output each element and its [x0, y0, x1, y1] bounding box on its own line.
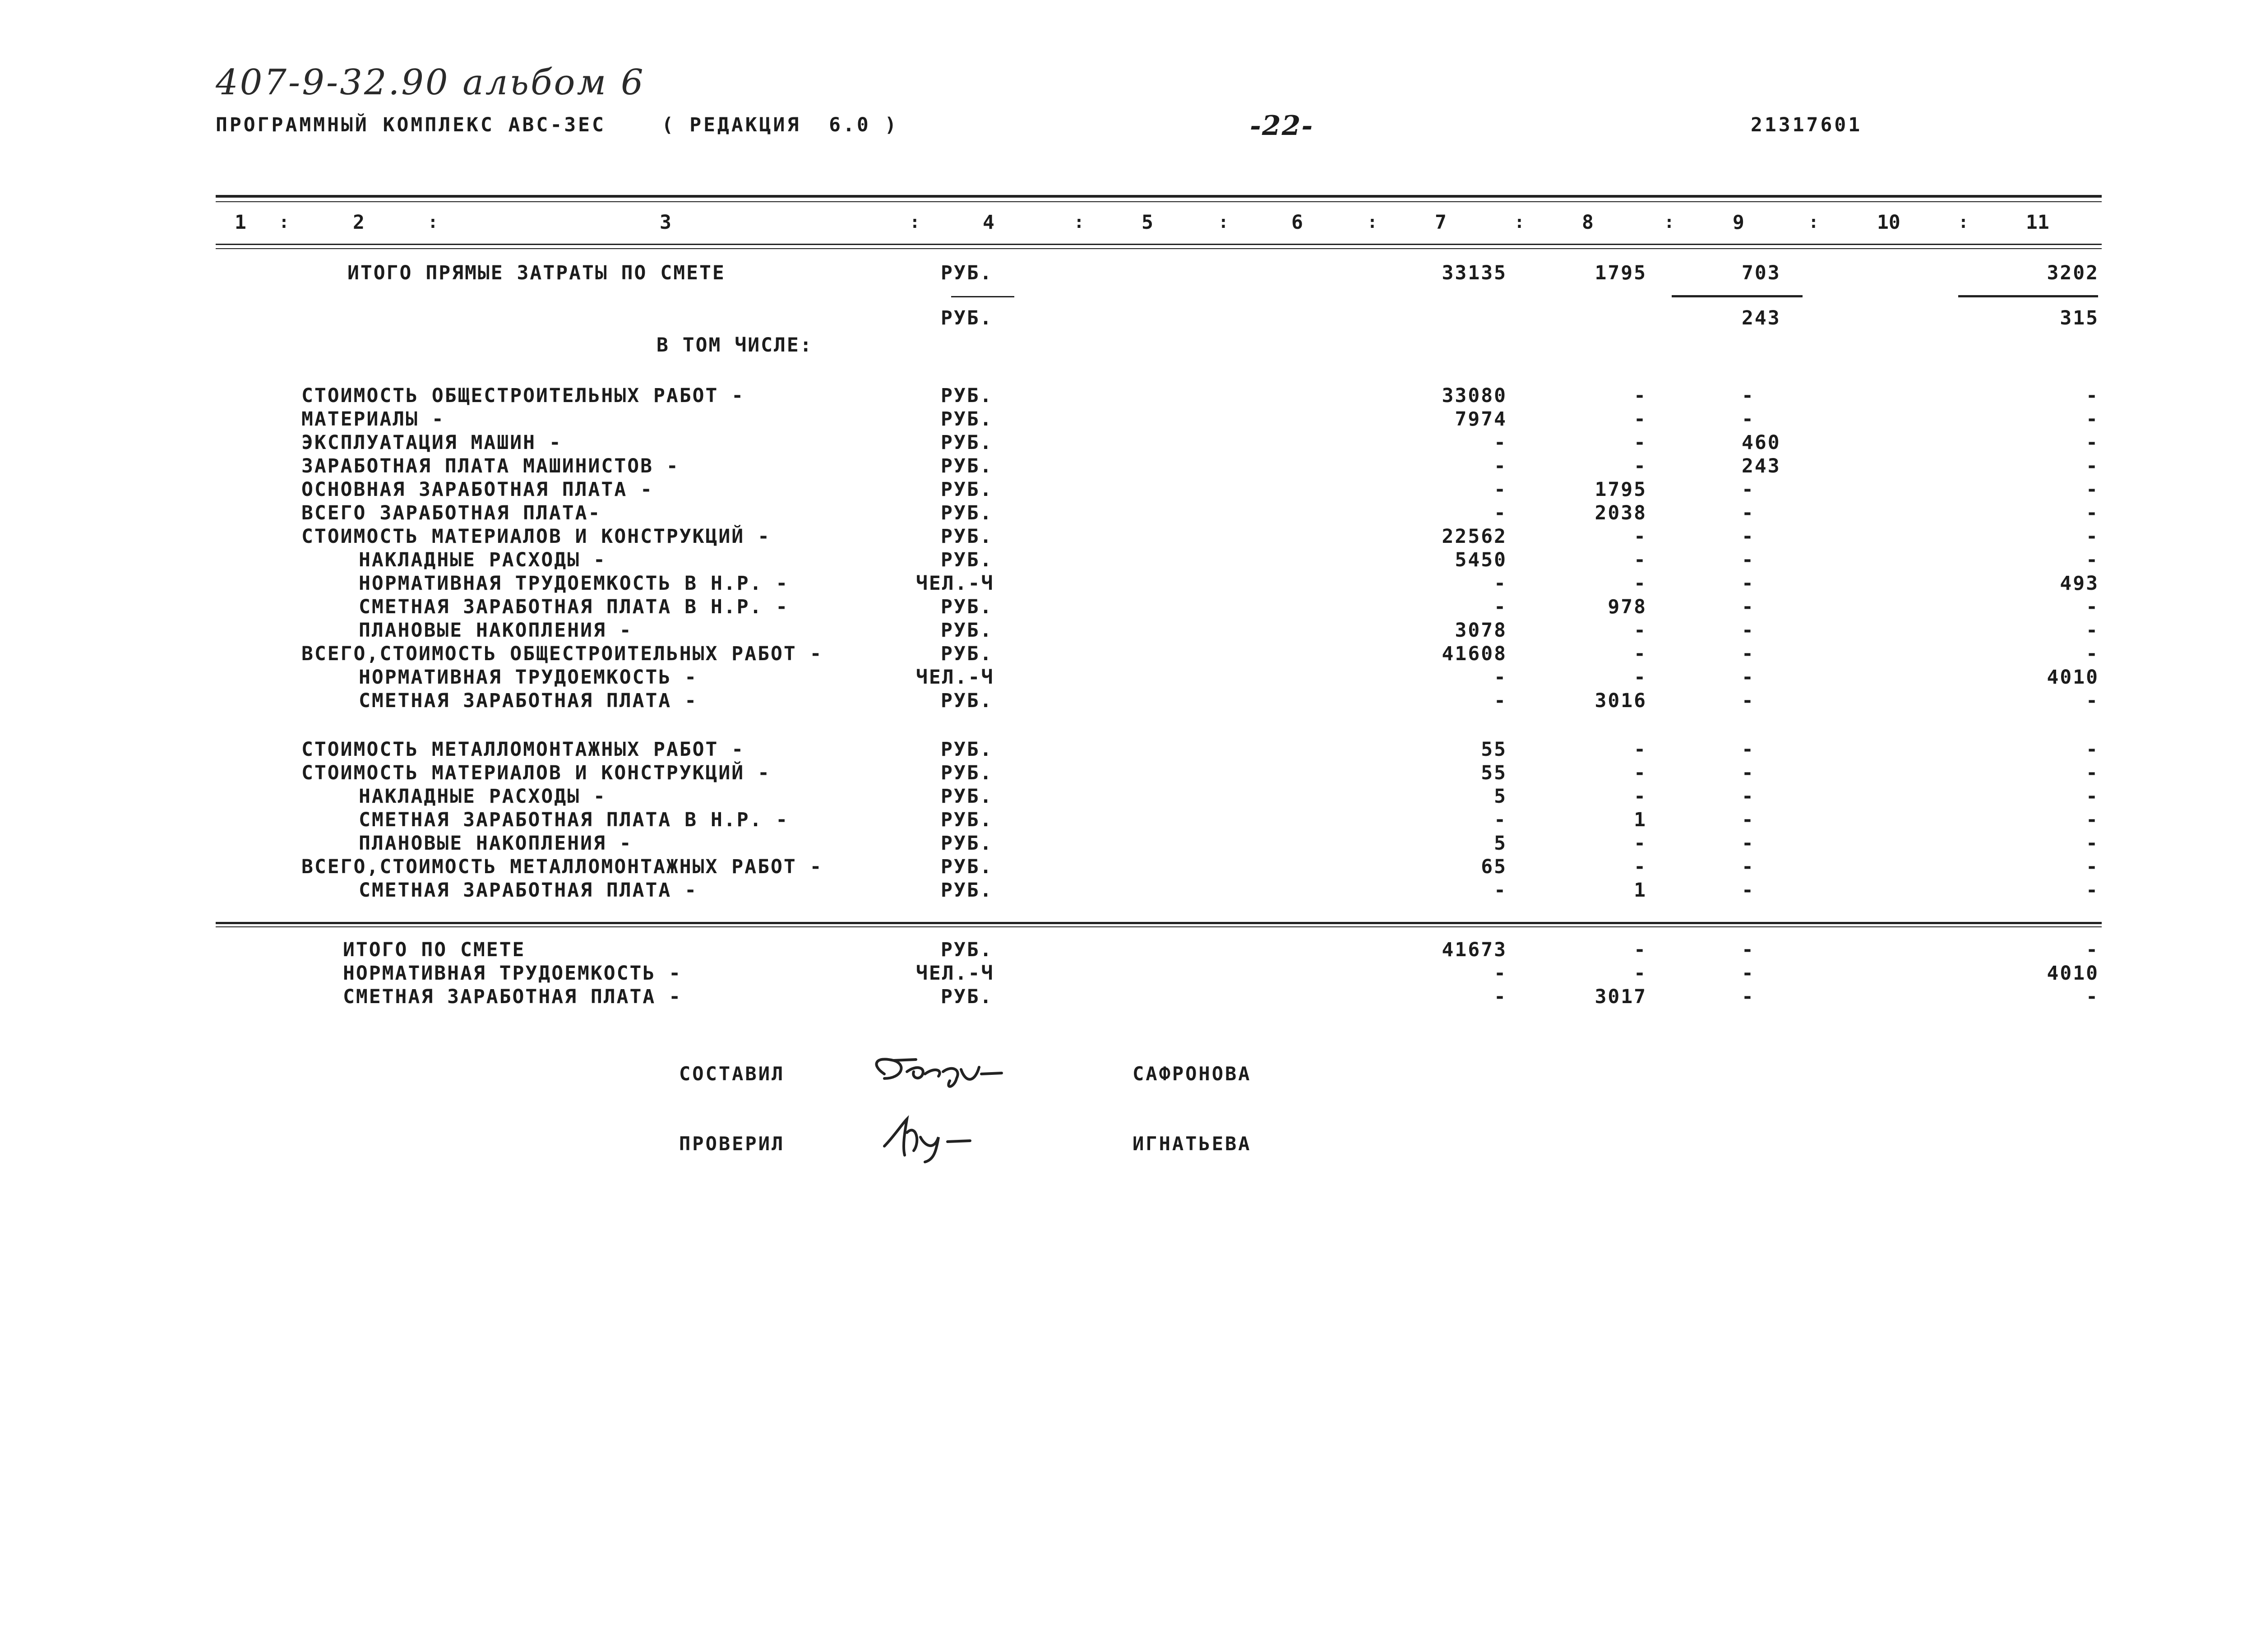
cell-c7: 41673: [1442, 939, 1507, 961]
cell-c7: 41608: [1442, 643, 1507, 665]
cell-c7: 5450: [1455, 549, 1507, 571]
table-row: [0, 525, 2256, 549]
table-row: [0, 879, 2256, 902]
cell-c7: 5: [1494, 832, 1507, 855]
row-label: ПЛАНОВЫЕ НАКОПЛЕНИЯ -: [359, 619, 633, 642]
cell-c11: -: [2086, 785, 2099, 808]
row-label: ЭКСПЛУАТАЦИЯ МАШИН -: [301, 431, 562, 454]
table-row: [0, 738, 2256, 762]
cell-c9: -: [1742, 785, 1755, 808]
row-label: ВСЕГО,СТОИМОСТЬ МЕТАЛЛОМОНТАЖНЫХ РАБОТ -: [301, 856, 823, 878]
table-row: [0, 856, 2256, 879]
cell-c7: 55: [1481, 738, 1507, 761]
row-unit: РУБ.: [941, 549, 993, 571]
program-header: ПРОГРАММНЫЙ КОМПЛЕКС АВС-3ЕС ( РЕДАКЦИЯ 6.0 ): [216, 114, 899, 136]
cell-c8: -: [1634, 762, 1647, 784]
signature-role: ПРОВЕРИЛ: [679, 1133, 785, 1155]
cell-c7: -: [1494, 478, 1507, 501]
column-separator: :: [1664, 212, 1674, 232]
cell-c8: -: [1634, 785, 1647, 808]
cell-c9: -: [1742, 572, 1755, 595]
row-label: НОРМАТИВНАЯ ТРУДОЕМКОСТЬ -: [359, 666, 698, 689]
row-unit: РУБ.: [941, 738, 993, 761]
row-label: НОРМАТИВНАЯ ТРУДОЕМКОСТЬ В Н.Р. -: [359, 572, 789, 595]
cell-c9: -: [1742, 408, 1755, 430]
row-label: НОРМАТИВНАЯ ТРУДОЕМКОСТЬ -: [343, 962, 682, 985]
cell-c11: -: [2086, 408, 2099, 430]
row-label: ЗАРАБОТНАЯ ПЛАТА МАШИНИСТОВ -: [301, 455, 680, 477]
column-separator: :: [279, 212, 289, 232]
cell-c11: -: [2086, 502, 2099, 524]
row-unit: РУБ.: [941, 809, 993, 831]
cell-c8: -: [1634, 619, 1647, 642]
cell-c11: -: [2086, 596, 2099, 618]
column-number: 6: [1291, 211, 1303, 234]
header-bottom-rule: [216, 244, 2102, 245]
cell-c7: 33080: [1442, 384, 1507, 407]
cell-c8: 2038: [1595, 502, 1647, 524]
column-number: 4: [983, 211, 994, 234]
cell-c9: 703: [1742, 262, 1781, 284]
row-label: СТОИМОСТЬ ОБЩЕСТРОИТЕЛЬНЫХ РАБОТ -: [301, 384, 745, 407]
cell-c11: -: [2086, 619, 2099, 642]
column-number: 7: [1435, 211, 1447, 234]
cell-c7: -: [1494, 572, 1507, 595]
cell-c8: -: [1634, 832, 1647, 855]
cell-c11: -: [2086, 549, 2099, 571]
cell-c9: -: [1742, 643, 1755, 665]
row-unit: РУБ.: [941, 478, 993, 501]
table-row: [0, 596, 2256, 619]
cell-c7: -: [1494, 596, 1507, 618]
row-unit: РУБ.: [941, 455, 993, 477]
row-label: ОСНОВНАЯ ЗАРАБОТНАЯ ПЛАТА -: [301, 478, 653, 501]
cell-c9: -: [1742, 502, 1755, 524]
column-separator: :: [1808, 212, 1819, 232]
signature-name: САФРОНОВА: [1133, 1063, 1252, 1085]
page-number: -22-: [1250, 110, 1314, 142]
row-label: СМЕТНАЯ ЗАРАБОТНАЯ ПЛАТА -: [359, 879, 698, 902]
cell-c11: -: [2086, 832, 2099, 855]
table-row: [0, 502, 2256, 525]
table-row: [0, 762, 2256, 785]
cell-c8: 3017: [1595, 986, 1647, 1008]
table-row: [0, 643, 2256, 666]
row-unit: РУБ.: [941, 785, 993, 808]
cell-c11: 4010: [2047, 666, 2099, 689]
cell-c7: 7974: [1455, 408, 1507, 430]
cell-c11: -: [2086, 455, 2099, 477]
row-unit: ЧЕЛ.-Ч: [916, 666, 994, 689]
cell-c8: -: [1634, 408, 1647, 430]
row-unit: РУБ.: [941, 619, 993, 642]
row-unit: РУБ.: [941, 939, 993, 961]
column-separator: :: [1218, 212, 1229, 232]
row-label: НАКЛАДНЫЕ РАСХОДЫ -: [359, 785, 606, 808]
cell-c9: -: [1742, 689, 1755, 712]
table-row: [0, 384, 2256, 408]
column-separator: :: [910, 212, 920, 232]
cell-c11: -: [2086, 856, 2099, 878]
column-number: 3: [660, 211, 671, 234]
cell-c8: 1: [1634, 809, 1647, 831]
row-label: СМЕТНАЯ ЗАРАБОТНАЯ ПЛАТА -: [343, 986, 682, 1008]
subtotal-rule-col11: [1958, 295, 2098, 297]
cell-c11: -: [2086, 384, 2099, 407]
cell-c8: 1: [1634, 879, 1647, 902]
cell-c11: -: [2086, 738, 2099, 761]
cell-c9: -: [1742, 525, 1755, 548]
table-row: [0, 809, 2256, 832]
row-label: СТОИМОСТЬ МЕТАЛЛОМОНТАЖНЫХ РАБОТ -: [301, 738, 745, 761]
cell-c8: -: [1634, 643, 1647, 665]
cell-c9: -: [1742, 962, 1755, 985]
cell-c9: 460: [1742, 431, 1781, 454]
cell-c8: -: [1634, 455, 1647, 477]
row-label: НАКЛАДНЫЕ РАСХОДЫ -: [359, 549, 606, 571]
row-label: СМЕТНАЯ ЗАРАБОТНАЯ ПЛАТА -: [359, 689, 698, 712]
cell-c8: 1795: [1595, 478, 1647, 501]
cell-c8: -: [1634, 856, 1647, 878]
cell-c11: 315: [2060, 307, 2099, 329]
cell-c8: -: [1634, 939, 1647, 961]
table-row: [0, 334, 2256, 357]
cell-c7: -: [1494, 431, 1507, 454]
row-unit: РУБ.: [941, 986, 993, 1008]
cell-c9: 243: [1742, 455, 1781, 477]
table-top-rule: [216, 195, 2102, 198]
handwritten-note: 407-9-32.90 альбом 6: [216, 62, 645, 103]
cell-c8: -: [1634, 431, 1647, 454]
row-label: ИТОГО ПО СМЕТЕ: [343, 939, 526, 961]
row-unit: ЧЕЛ.-Ч: [916, 572, 994, 595]
table-row: [0, 689, 2256, 713]
cell-c9: 243: [1742, 307, 1781, 329]
cell-c11: -: [2086, 478, 2099, 501]
row-unit: РУБ.: [941, 431, 993, 454]
row-label: ИТОГО ПРЯМЫЕ ЗАТРАТЫ ПО СМЕТЕ: [347, 262, 726, 284]
row-label: ВСЕГО ЗАРАБОТНАЯ ПЛАТА-: [301, 502, 601, 524]
table-row: [0, 939, 2256, 962]
cell-c8: 3016: [1595, 689, 1647, 712]
table-row: [0, 549, 2256, 572]
cell-c11: -: [2086, 809, 2099, 831]
row-unit: РУБ.: [941, 689, 993, 712]
row-unit: ЧЕЛ.-Ч: [916, 962, 994, 985]
cell-c8: -: [1634, 738, 1647, 761]
row-unit: РУБ.: [941, 525, 993, 548]
table-row: [0, 666, 2256, 689]
column-separator: :: [1367, 212, 1378, 232]
table-row: [0, 962, 2256, 986]
table-row: [0, 785, 2256, 809]
table-row: [0, 307, 2256, 330]
cell-c11: -: [2086, 939, 2099, 961]
row-label: ВСЕГО,СТОИМОСТЬ ОБЩЕСТРОИТЕЛЬНЫХ РАБОТ -: [301, 643, 823, 665]
grand-total-rule: [216, 922, 2102, 924]
table-row: [0, 832, 2256, 856]
cell-c7: -: [1494, 809, 1507, 831]
subtotal-rule-col9: [1672, 295, 1803, 297]
column-number: 2: [353, 211, 365, 234]
cell-c7: 3078: [1455, 619, 1507, 642]
table-row: [0, 478, 2256, 502]
column-number: 1: [235, 211, 246, 234]
row-label: СТОИМОСТЬ МАТЕРИАЛОВ И КОНСТРУКЦИЙ -: [301, 762, 771, 784]
cell-c7: 33135: [1442, 262, 1507, 284]
cell-c11: 493: [2060, 572, 2099, 595]
cell-c9: -: [1742, 619, 1755, 642]
handwritten-signature-icon: [871, 1115, 1006, 1164]
cell-c9: -: [1742, 809, 1755, 831]
table-row: [0, 455, 2256, 478]
table-row: [0, 408, 2256, 431]
row-label: СТОИМОСТЬ МАТЕРИАЛОВ И КОНСТРУКЦИЙ -: [301, 525, 771, 548]
column-number: 9: [1733, 211, 1744, 234]
column-separator: :: [428, 212, 438, 232]
table-row: [0, 572, 2256, 596]
cell-c7: -: [1494, 986, 1507, 1008]
cell-c8: -: [1634, 384, 1647, 407]
cell-c9: -: [1742, 986, 1755, 1008]
table-row: [0, 262, 2256, 285]
cell-c7: -: [1494, 502, 1507, 524]
table-row: [0, 431, 2256, 455]
row-label: МАТЕРИАЛЫ -: [301, 408, 445, 430]
column-number: 11: [2026, 211, 2049, 234]
cell-c7: -: [1494, 962, 1507, 985]
cell-c7: 22562: [1442, 525, 1507, 548]
cell-c7: 65: [1481, 856, 1507, 878]
cell-c11: -: [2086, 986, 2099, 1008]
cell-c9: -: [1742, 384, 1755, 407]
header-bottom-rule-2: [216, 248, 2102, 249]
cell-c7: 55: [1481, 762, 1507, 784]
cell-c9: -: [1742, 738, 1755, 761]
cell-c11: -: [2086, 525, 2099, 548]
subtotal-rule-col4: [951, 296, 1014, 297]
cell-c9: -: [1742, 879, 1755, 902]
row-unit: РУБ.: [941, 762, 993, 784]
column-number: 5: [1142, 211, 1153, 234]
cell-c11: -: [2086, 762, 2099, 784]
cell-c9: -: [1742, 549, 1755, 571]
row-unit: РУБ.: [941, 832, 993, 855]
column-number: 10: [1877, 211, 1900, 234]
cell-c8: 978: [1608, 596, 1647, 618]
row-label: ПЛАНОВЫЕ НАКОПЛЕНИЯ -: [359, 832, 633, 855]
cell-c9: -: [1742, 666, 1755, 689]
column-separator: :: [1074, 212, 1084, 232]
row-label: СМЕТНАЯ ЗАРАБОТНАЯ ПЛАТА В Н.Р. -: [359, 809, 789, 831]
cell-c11: -: [2086, 643, 2099, 665]
row-unit: РУБ.: [941, 384, 993, 407]
column-separator: :: [1958, 212, 1969, 232]
cell-c11: 3202: [2047, 262, 2099, 284]
signature-name: ИГНАТЬЕВА: [1133, 1133, 1252, 1155]
cell-c7: -: [1494, 666, 1507, 689]
table-top-rule-thin: [216, 201, 2102, 202]
cell-c11: 4010: [2047, 962, 2099, 985]
table-row: [0, 986, 2256, 1009]
grand-total-rule-thin: [216, 926, 2102, 927]
handwritten-signature-icon: [866, 1047, 1029, 1097]
cell-c11: -: [2086, 431, 2099, 454]
row-unit: РУБ.: [941, 856, 993, 878]
cell-c8: -: [1634, 549, 1647, 571]
cell-c9: -: [1742, 856, 1755, 878]
row-unit: РУБ.: [941, 596, 993, 618]
row-unit: РУБ.: [941, 643, 993, 665]
cell-c7: -: [1494, 455, 1507, 477]
cell-c8: -: [1634, 525, 1647, 548]
row-unit: РУБ.: [941, 408, 993, 430]
column-number: 8: [1582, 211, 1594, 234]
cell-c9: -: [1742, 939, 1755, 961]
row-label: В ТОМ ЧИСЛЕ:: [656, 334, 813, 356]
cell-c8: -: [1634, 962, 1647, 985]
cell-c7: 5: [1494, 785, 1507, 808]
cell-c8: -: [1634, 572, 1647, 595]
row-unit: РУБ.: [941, 307, 993, 329]
cell-c8: -: [1634, 666, 1647, 689]
document-code: 21317601: [1751, 114, 1863, 136]
row-unit: РУБ.: [941, 502, 993, 524]
cell-c9: -: [1742, 596, 1755, 618]
cell-c11: -: [2086, 879, 2099, 902]
signature-role: СОСТАВИЛ: [679, 1063, 785, 1085]
cell-c7: -: [1494, 689, 1507, 712]
table-row: [0, 619, 2256, 643]
cell-c9: -: [1742, 832, 1755, 855]
cell-c9: -: [1742, 478, 1755, 501]
column-separator: :: [1514, 212, 1525, 232]
cell-c8: 1795: [1595, 262, 1647, 284]
row-unit: РУБ.: [941, 879, 993, 902]
cell-c7: -: [1494, 879, 1507, 902]
row-label: СМЕТНАЯ ЗАРАБОТНАЯ ПЛАТА В Н.Р. -: [359, 596, 789, 618]
cell-c9: -: [1742, 762, 1755, 784]
row-unit: РУБ.: [941, 262, 993, 284]
cell-c11: -: [2086, 689, 2099, 712]
